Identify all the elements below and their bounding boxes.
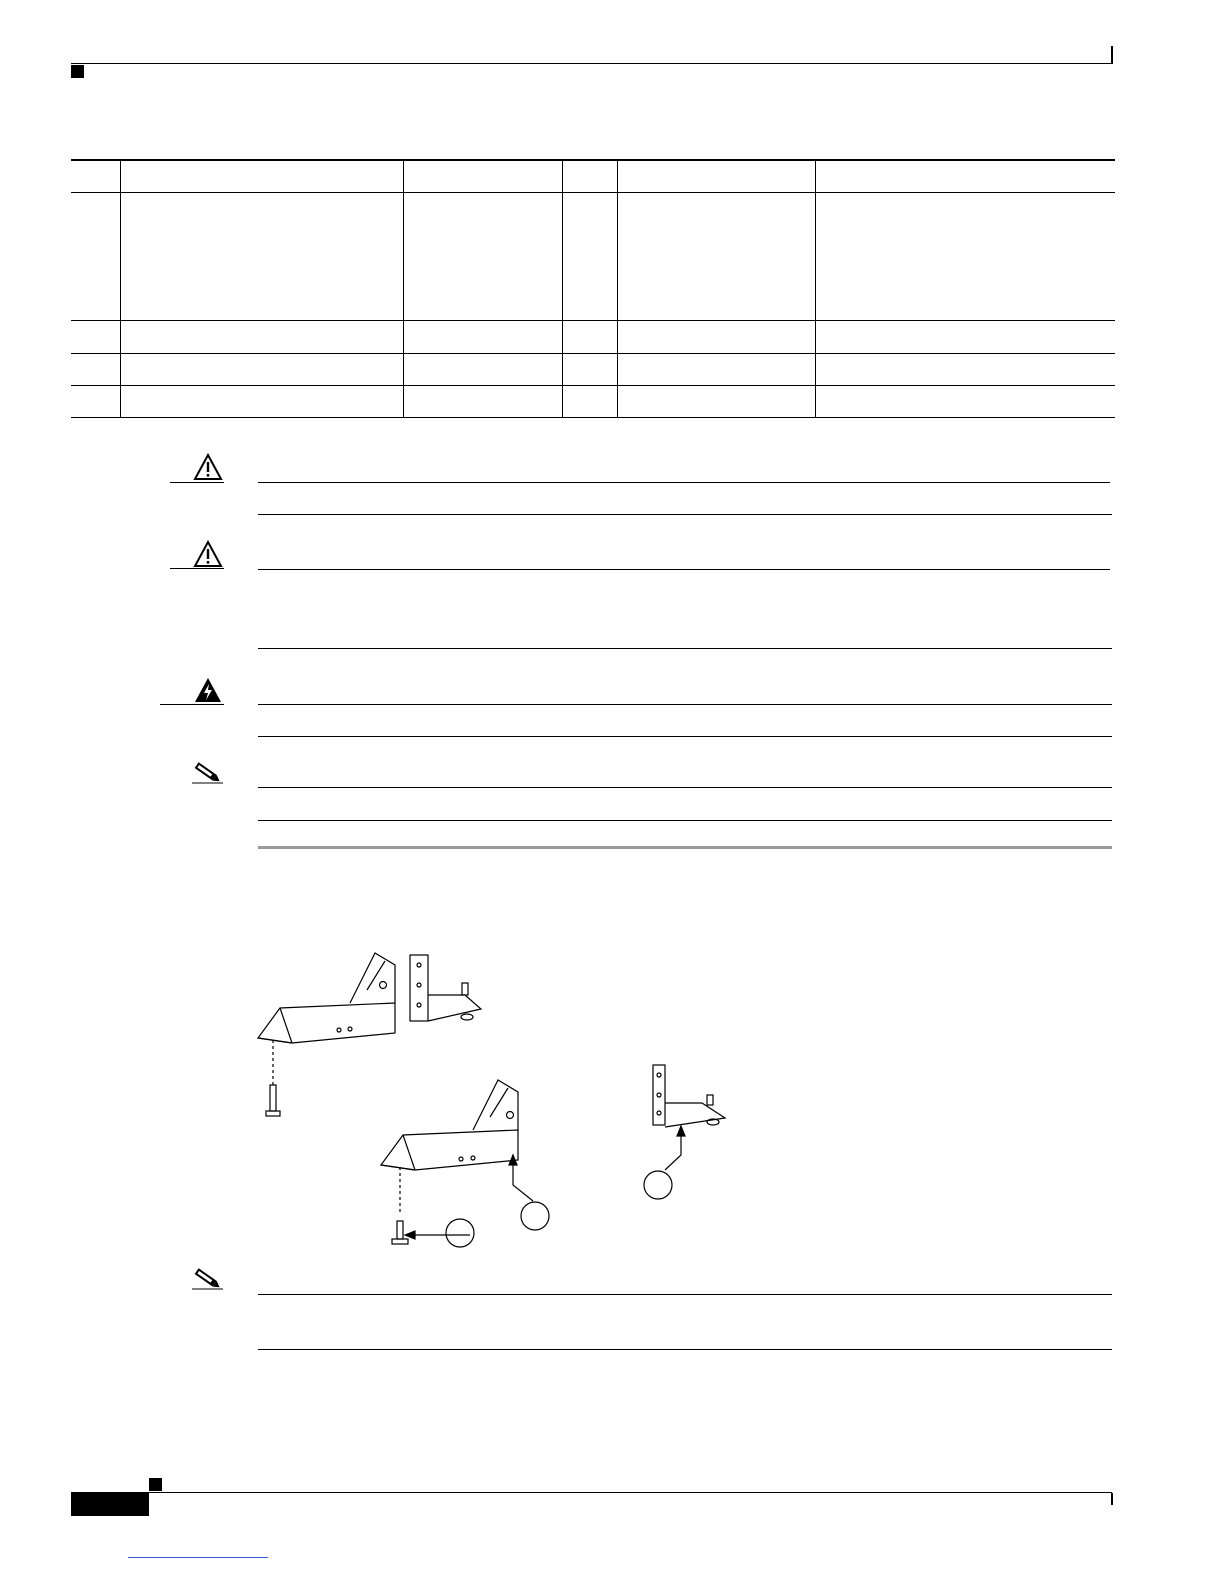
table-col-divider <box>403 159 404 418</box>
note-bottom-rule <box>258 1349 1112 1350</box>
caution-triangle-icon <box>193 453 223 481</box>
warning-top-rule <box>258 704 1112 705</box>
footer-tick <box>1111 1493 1113 1505</box>
note-top-rule <box>258 1294 1112 1295</box>
caution-bottom-rule <box>258 514 1112 515</box>
table-header-rule <box>71 192 1115 193</box>
footer-rule <box>71 1492 1112 1493</box>
table-col-divider <box>617 159 618 418</box>
warning-bottom-rule <box>258 736 1112 737</box>
note-pencil-icon <box>190 1268 224 1290</box>
table-col-divider <box>120 159 121 418</box>
footer-link[interactable] <box>128 1557 268 1558</box>
warning-lightning-icon <box>193 676 223 704</box>
caution-bottom-rule <box>258 648 1112 649</box>
note-pencil-icon <box>190 762 224 784</box>
header-rule <box>71 63 1112 64</box>
footer-page-tab <box>71 1492 149 1516</box>
parts-table <box>71 159 1115 419</box>
note-top-rule <box>258 787 1112 788</box>
rack-mount-bracket-illustration <box>255 945 755 1255</box>
header-tick <box>1111 46 1113 64</box>
warning-icon-underline <box>160 704 224 705</box>
footer-marker <box>149 1478 162 1491</box>
section-end-rule <box>258 846 1112 849</box>
header-marker <box>71 65 84 78</box>
table-row-rule <box>71 385 1115 386</box>
caution-top-rule <box>258 569 1110 570</box>
table-col-divider <box>815 159 816 418</box>
table-row-rule <box>71 320 1115 321</box>
table-col-divider <box>562 159 563 418</box>
caution-icon-underline <box>170 568 224 569</box>
note-bottom-rule <box>258 820 1112 821</box>
caution-icon-underline <box>170 482 224 483</box>
table-top-rule <box>71 159 1115 161</box>
table-bottom-rule <box>71 417 1115 418</box>
caution-top-rule <box>258 482 1110 483</box>
caution-triangle-icon <box>193 540 223 568</box>
table-row-rule <box>71 353 1115 354</box>
